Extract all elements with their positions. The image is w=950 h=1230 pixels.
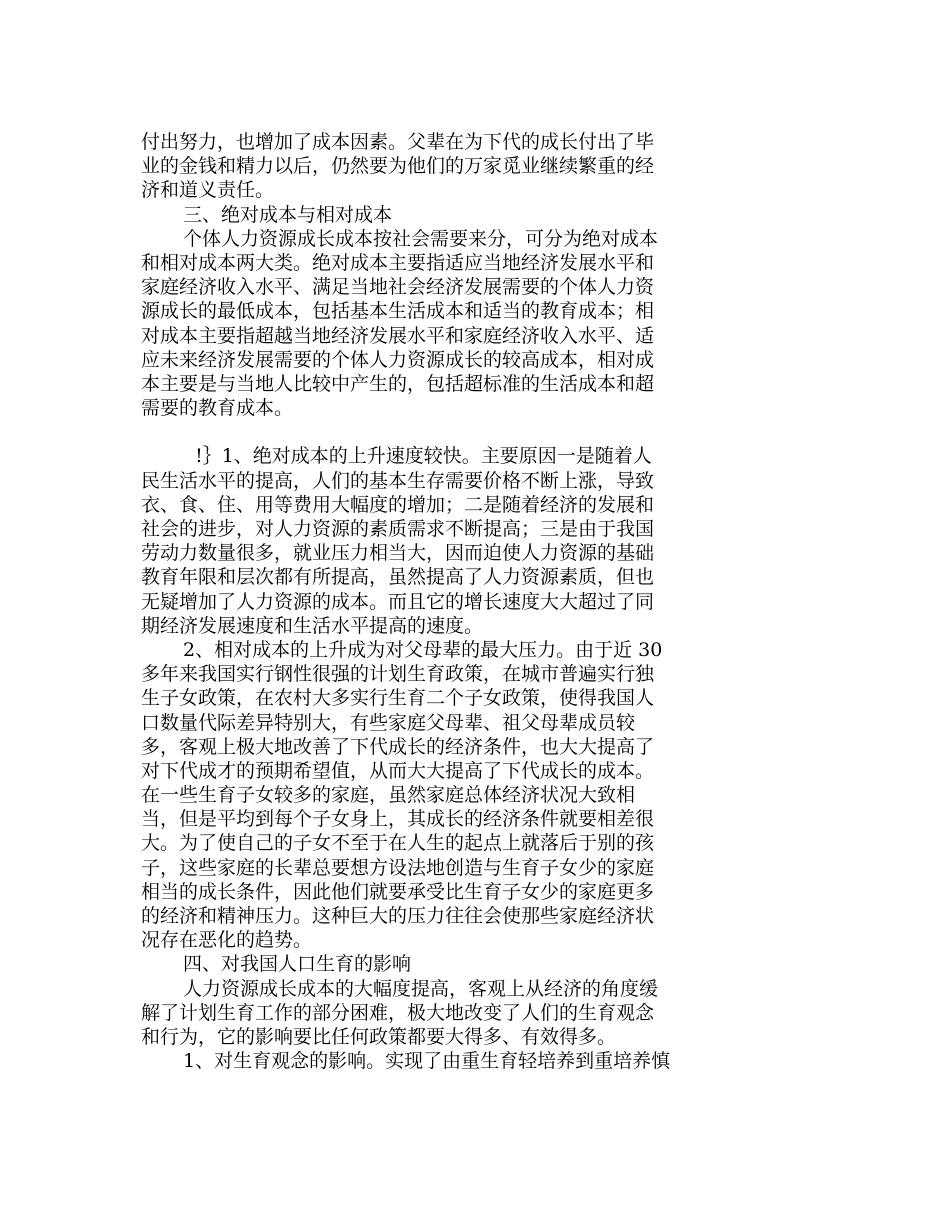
text-line: !｝1、绝对成本的上升速度较快。主要原因一是随着人 [183,445,652,468]
text-line: 本主要是与当地人比较中产生的，包括超标准的生活成本和超 [141,372,655,395]
blank-line [141,420,741,444]
text-line: 个体人力资源成长成本按社会需要来分，可分为绝对成本 [183,227,659,250]
text-line: 业的金钱和精力以后，仍然要为他们的万家觅业继续繁重的经 [141,155,655,178]
text-line: 家庭经济收入水平、满足当地社会经济发展需要的个体人力资 [141,276,655,299]
text-line: 人力资源成长成本的大幅度提高，客观上从经济的角度缓 [183,977,659,1000]
text-line: 1、对生育观念的影响。实现了由重生育轻培养到重培养慎 [183,1050,671,1073]
document-body [141,130,741,1073]
text-line: 教育年限和层次都有所提高，虽然提高了人力资源素质，但也 [141,566,655,589]
text-line: 对下代成才的预期希望值，从而大大提高了下代成长的成本。 [141,759,655,782]
text-line: 多，客观上极大地改善了下代成长的经济条件，也大大提高了 [141,735,655,758]
text-line: 子，这些家庭的长辈总要想方设法地创造与生育子女少的家庭 [141,856,655,879]
text-line: 口数量代际差异特别大，有些家庭父母辈、祖父母辈成员较 [141,711,636,734]
text-line: 济和道义责任。 [141,179,275,202]
text-line: 的经济和精神压力。这种巨大的压力往往会使那些家庭经济状 [141,905,655,927]
text-line: 解了计划生育工作的部分困难，极大地改变了人们的生育观念 [141,1001,655,1024]
section-heading-4: 四、对我国人口生育的影响 [183,953,412,976]
text-line: 衣、食、住、用等费用大幅度的增加；二是随着经济的发展和 [141,493,655,516]
text-line: 生子女政策，在农村大多实行生育二个子女政策，使得我国人 [141,687,655,710]
text-line: 应未来经济发展需要的个体人力资源成长的较高成本，相对成 [141,348,655,371]
text-line: 社会的进步，对人力资源的素质需求不断提高；三是由于我国 [141,518,655,540]
text-line: 无疑增加了人力资源的成本。而且它的增长速度大大超过了同 [141,590,655,613]
text-line: 付出努力，也增加了成本因素。父辈在为下代的成长付出了毕 [141,131,655,153]
text-line: 相当的成长条件，因此他们就要承受比生育子女少的家庭更多 [141,880,655,903]
text-line: 对成本主要指超越当地经济发展水平和家庭经济收入水平、适 [141,324,655,347]
text-line: 和相对成本两大类。绝对成本主要指适应当地经济发展水平和 [141,251,655,274]
text-line: 在一些生育子女较多的家庭，虽然家庭总体经济状况大致相 [141,784,636,807]
text-line: 多年来我国实行钢性很强的计划生育政策，在城市普遍实行独 [141,663,655,686]
text-line: 况存在恶化的趋势。 [141,929,313,952]
text-line: 大。为了使自己的子女不至于在人生的起点上就落后于别的孩 [141,832,655,855]
text-line: 源成长的最低成本，包括基本生活成本和适当的教育成本；相 [141,300,655,323]
text-line: 民生活水平的提高，人们的基本生存需要价格不断上涨，导致 [141,469,655,492]
text-line: 需要的教育成本。 [141,397,294,420]
section-heading-3: 三、绝对成本与相对成本 [183,203,393,226]
text-line: 期经济发展速度和生活水平提高的速度。 [141,614,484,637]
text-line: 劳动力数量很多，就业压力相当大，因而迫使人力资源的基础 [141,542,655,565]
text-line: 和行为，它的影响要比任何政策都要大得多、有效得多。 [141,1025,617,1048]
text-line: 2、相对成本的上升成为对父母辈的最大压力。由于近 30 [183,638,663,661]
text-line: 当，但是平均到每个子女身上，其成长的经济条件就要相差很 [141,808,655,831]
